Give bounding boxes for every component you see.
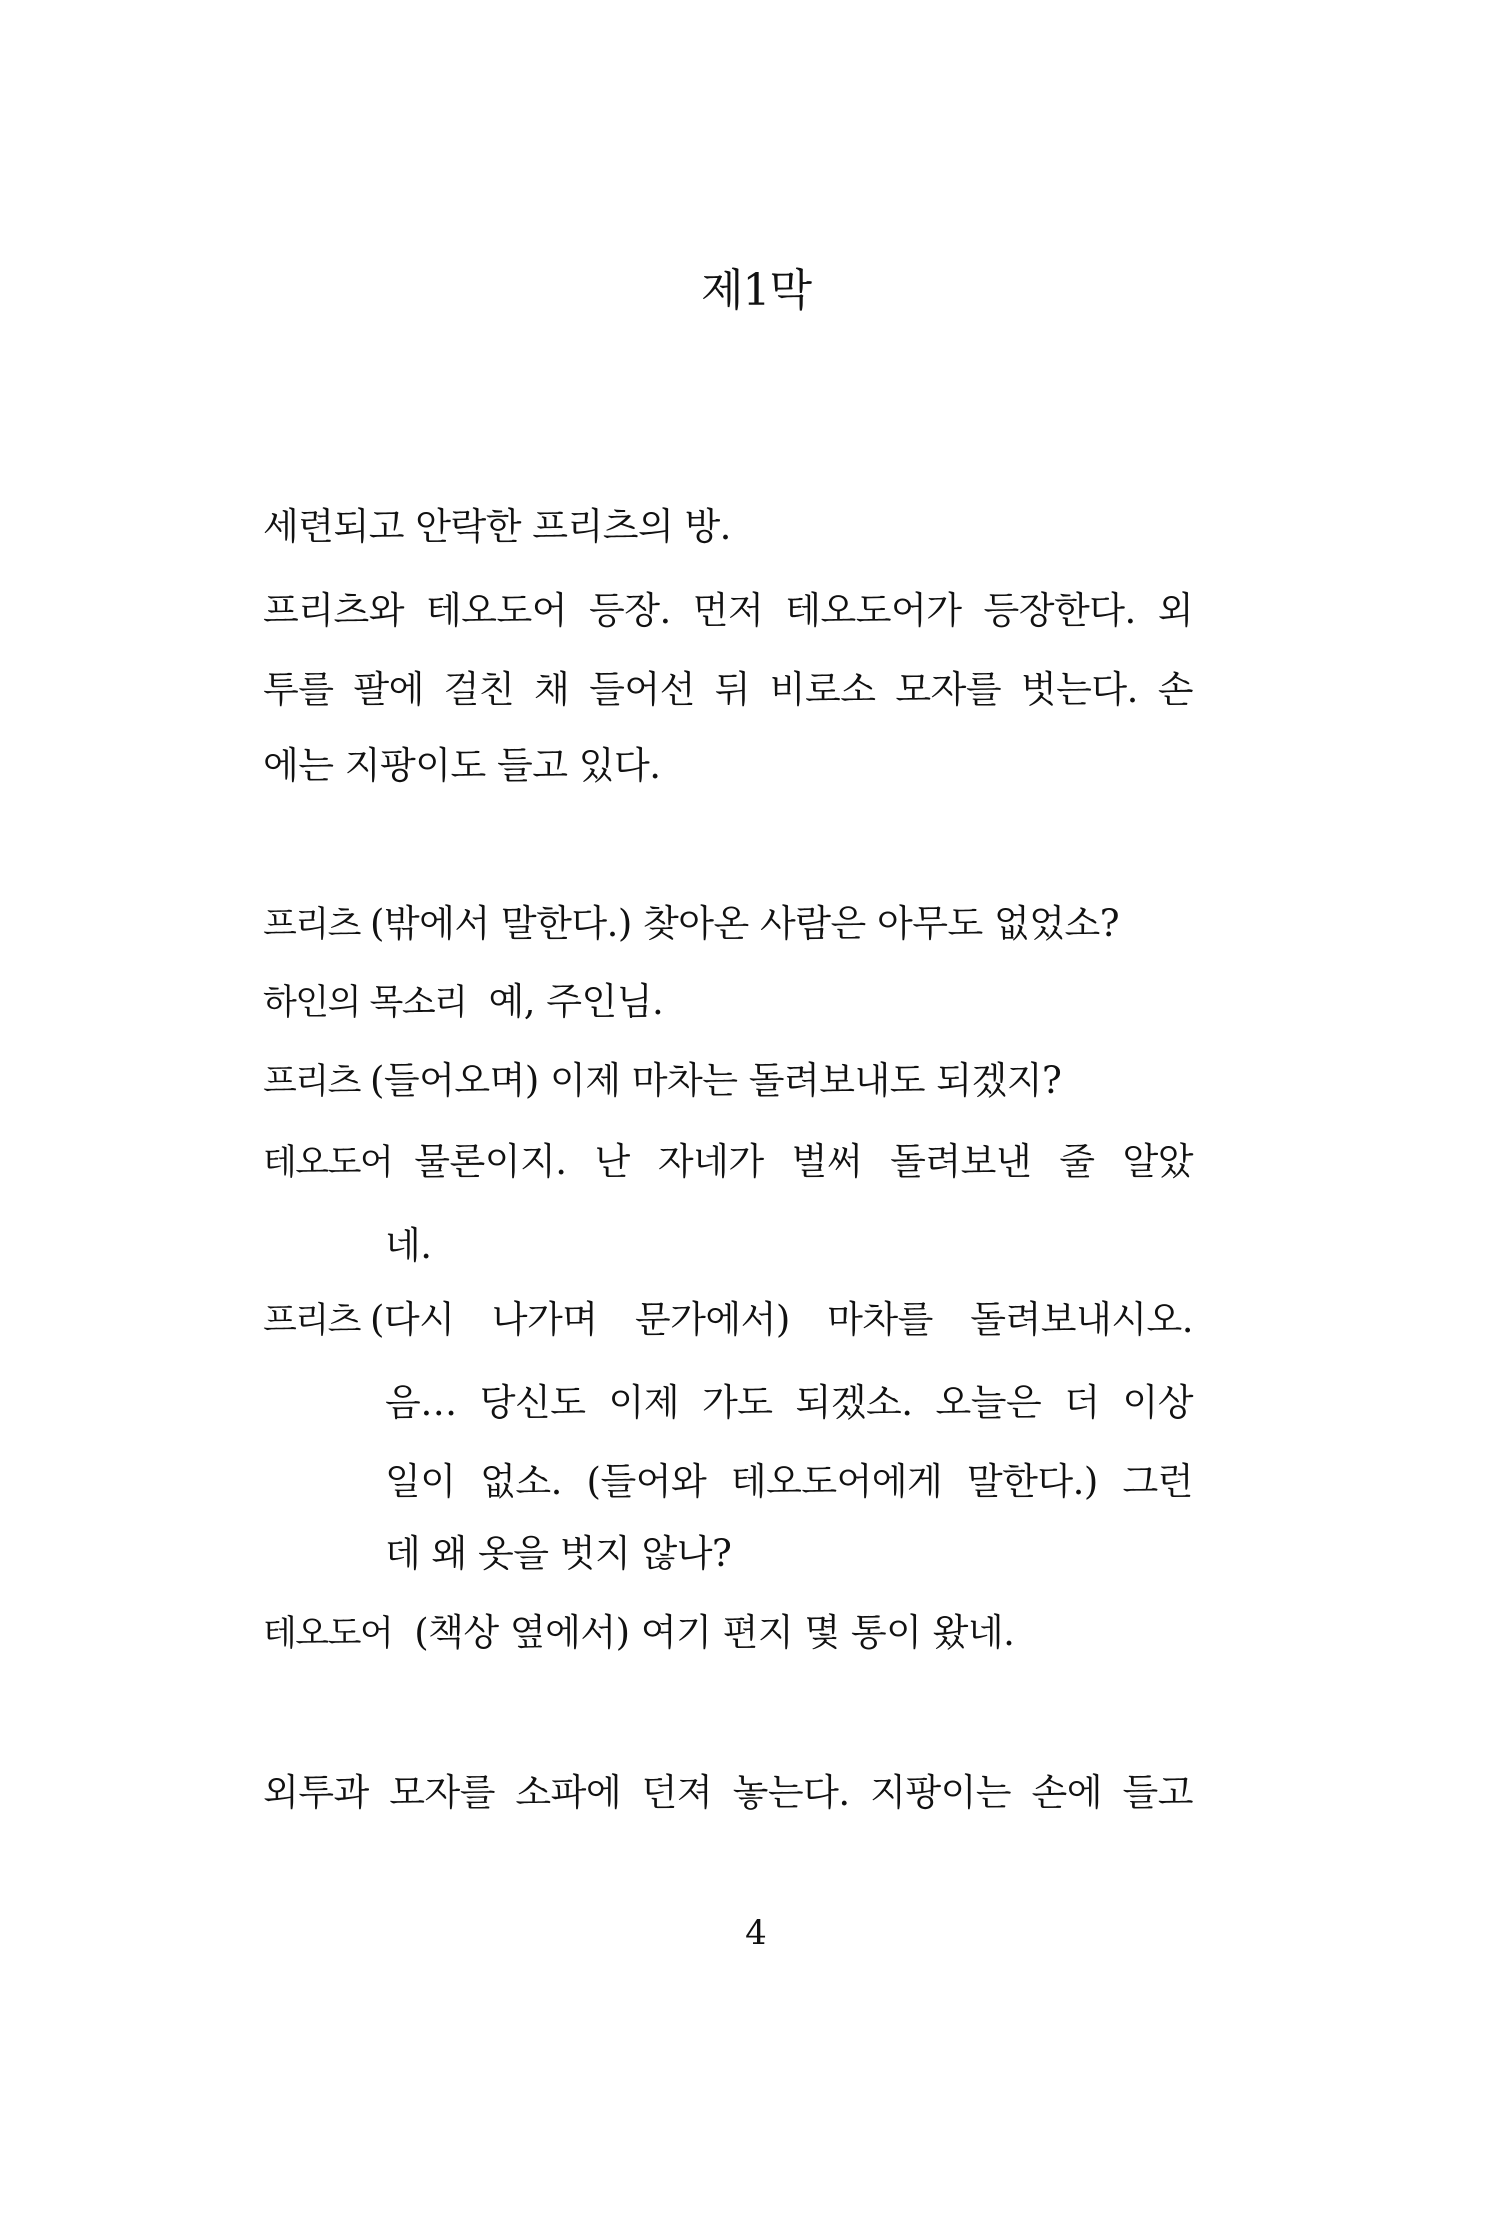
dialogue-entry — [263, 1593, 1193, 1673]
dialogue-entry — [263, 1280, 1193, 1360]
speaker-name: 프리츠 — [263, 905, 360, 945]
dialogue-text: 물론이지. 난 자네가 벌써 돌려보낸 줄 알았 — [414, 1140, 1193, 1183]
dialogue-continuation: 네. — [385, 1224, 432, 1267]
dialogue-entry — [263, 1041, 1193, 1121]
speaker-name: 하인의 목소리 — [263, 983, 467, 1023]
dialogue-continuation: 음… 당신도 이제 가도 되겠소. 오늘은 더 이상 — [385, 1381, 1193, 1424]
dialogue-entry — [263, 1122, 1193, 1202]
stage-direction-line: 투를 팔에 걸친 채 들어선 뒤 비로소 모자를 벗는다. 손 — [263, 668, 1193, 711]
stage-direction-line: 세련되고 안락한 프리츠의 방. — [263, 505, 731, 548]
stage-direction-line: 외투과 모자를 소파에 던져 놓는다. 지팡이는 손에 들고 — [263, 1771, 1193, 1814]
dialogue-text: (책상 옆에서) 여기 편지 몇 통이 왔네. — [414, 1611, 1015, 1654]
stage-direction-line: 에는 지팡이도 들고 있다. — [263, 744, 661, 787]
stage-direction-line: 프리츠와 테오도어 등장. 먼저 테오도어가 등장한다. 외 — [263, 589, 1193, 632]
page-number: 4 — [745, 1913, 767, 1953]
speaker-name: 테오도어 — [263, 1614, 393, 1654]
speaker-name: 프리츠 — [263, 1062, 360, 1102]
dialogue-entry — [263, 962, 1193, 1042]
dialogue-continuation: 일이 없소. (들어와 테오도어에게 말한다.) 그런 — [385, 1460, 1193, 1503]
dialogue-text: (들어오며) 이제 마차는 돌려보내도 되겠지? — [369, 1059, 1062, 1102]
dialogue-text: 예, 주인님. — [488, 980, 664, 1023]
speaker-name: 프리츠 — [263, 1301, 360, 1341]
act-title: 제1막 — [700, 265, 811, 316]
dialogue-text: (밖에서 말한다.) 찾아온 사람은 아무도 없었소? — [369, 902, 1120, 945]
dialogue-continuation: 데 왜 옷을 벗지 않나? — [385, 1532, 732, 1575]
dialogue-entry — [263, 884, 1193, 964]
dialogue-text: (다시 나가며 문가에서) 마차를 돌려보내시오. — [369, 1298, 1193, 1341]
speaker-name: 테오도어 — [263, 1143, 393, 1183]
